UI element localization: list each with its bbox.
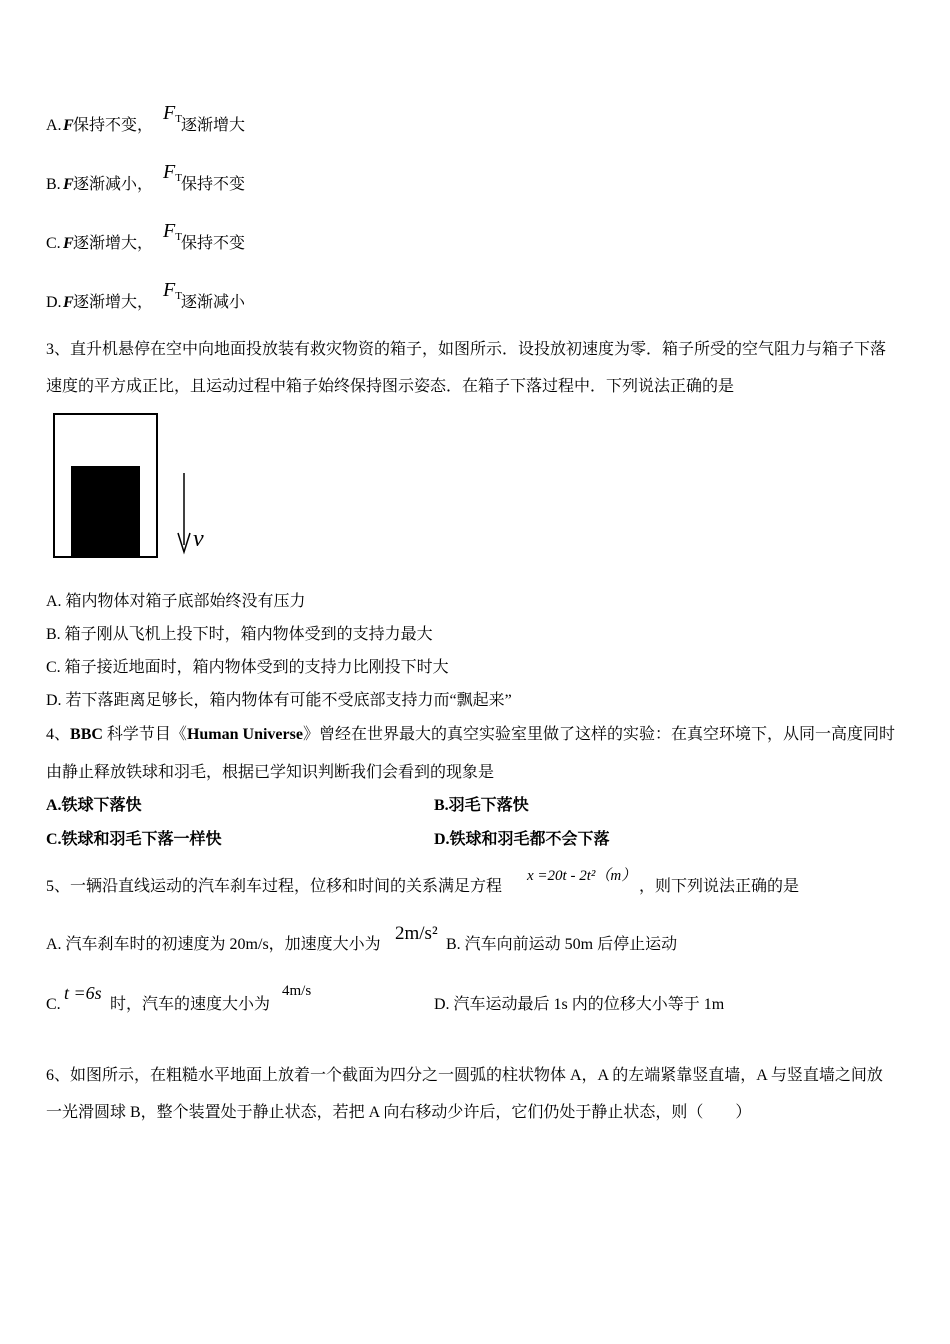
q5-stem-a: 5、一辆沿直线运动的汽车刹车过程，位移和时间的关系满足方程 (46, 878, 503, 895)
q4-stem-line2: 由静止释放铁球和羽毛，根据已学知识判断我们会看到的现象是 (46, 764, 495, 781)
q4-program-title: Human Universe (186, 726, 303, 743)
q4-stem-line1 (46, 725, 895, 745)
q4-bbc: BBC (70, 726, 103, 743)
q5-stem-b: ，则下列说法正确的是 (639, 878, 800, 895)
q5-option-c-prefix: C. (46, 996, 61, 1013)
q2-option-d-result: 逐渐减小 (181, 294, 246, 311)
q4-number: 4、 (46, 726, 71, 743)
q2-option-a-prefix: A. (46, 117, 62, 134)
q5-option-d: D. 汽车运动最后 1s 内的位移大小等于 1m (434, 996, 725, 1013)
q4-option-d: D.铁球和羽毛都不会下落 (434, 831, 610, 848)
q5-option-c-value: 4m/s (282, 983, 312, 999)
q2-option-b-f: F (63, 176, 74, 193)
q6-stem-line2: 一光滑圆球 B，整个装置处于静止状态，若把 A 向右移动少许后，它们仍处于静止状态，则（ ） (46, 1104, 752, 1121)
q5-option-a-value: 2m/s² (395, 923, 438, 944)
q2-option-a-ft: $F_T$ (163, 102, 182, 125)
q2-option-d-f: F (63, 294, 74, 311)
box-contents (71, 466, 140, 557)
q2-option-c-prefix: C. (46, 235, 61, 252)
q3-option-a: A. 箱内物体对箱子底部始终没有压力 (46, 593, 306, 610)
q4-option-b: B.羽毛下落快 (434, 797, 529, 814)
q2-option-b-prefix: B. (46, 176, 61, 193)
q3-option-b: B. 箱子刚从飞机上投下时，箱内物体受到的支持力最大 (46, 626, 433, 643)
q2-option-b-ft: $F_T$ (163, 161, 182, 184)
q5-option-c-text: 时，汽车的速度大小为 (110, 996, 271, 1013)
q2-option-b-result: 保持不变 (181, 176, 246, 193)
q2-option-c-text: 逐渐增大， (73, 235, 154, 252)
velocity-label: v (193, 526, 204, 552)
q3-option-c: C. 箱子接近地面时，箱内物体受到的支持力比刚投下时大 (46, 659, 449, 676)
q2-option-c-ft: $F_T$ (163, 220, 182, 243)
q2-option-d-text: 逐渐增大， (73, 294, 154, 311)
q4-text-b: 》曾经在世界最大的真空实验室里做了这样的实验：在真空环境下，从同一高度同时 (302, 726, 895, 743)
q5-option-c-math: t =6s (64, 983, 102, 1003)
q3-stem-line1: 3、直升机悬停在空中向地面投放装有救灾物资的箱子，如图所示．设投放初速度为零．箱子所受的空气阻力与箱子下落 (46, 341, 887, 358)
q2-option-a-f: F (63, 117, 74, 134)
q2-option-c-f: F (63, 235, 74, 252)
q2-option-c-result: 保持不变 (181, 235, 246, 252)
q3-stem-line2: 速度的平方成正比，且运动过程中箱子始终保持图示姿态．在箱子下落过程中．下列说法正确的是 (46, 378, 735, 395)
q4-text-a: 科学节目《 (102, 726, 187, 743)
q3-figure (40, 405, 230, 570)
q5-equation: x =20t - 2t²（m） (527, 868, 637, 884)
q3-option-d: D. 若下落距离足够长，箱内物体有可能不受底部支持力而“飘起来” (46, 692, 512, 709)
q2-option-a-text: 保持不变， (73, 117, 154, 134)
q2-option-b-text: 逐渐减小， (73, 176, 154, 193)
q5-option-b: B. 汽车向前运动 50m 后停止运动 (446, 936, 678, 953)
q5-option-a: A. 汽车刹车时的初速度为 20m/s，加速度大小为 (46, 936, 381, 953)
q6-stem-line1: 6、如图所示，在粗糙水平地面上放着一个截面为四分之一圆弧的柱状物体 A，A 的左端紧靠竖直墙，A 与竖直墙之间放 (46, 1067, 883, 1084)
q2-option-a-result: 逐渐增大 (181, 117, 246, 134)
q2-option-d-prefix: D. (46, 294, 62, 311)
q4-option-a: A.铁球下落快 (46, 797, 142, 814)
q2-option-d-ft: $F_T$ (163, 279, 182, 302)
q4-option-c: C.铁球和羽毛下落一样快 (46, 831, 222, 848)
